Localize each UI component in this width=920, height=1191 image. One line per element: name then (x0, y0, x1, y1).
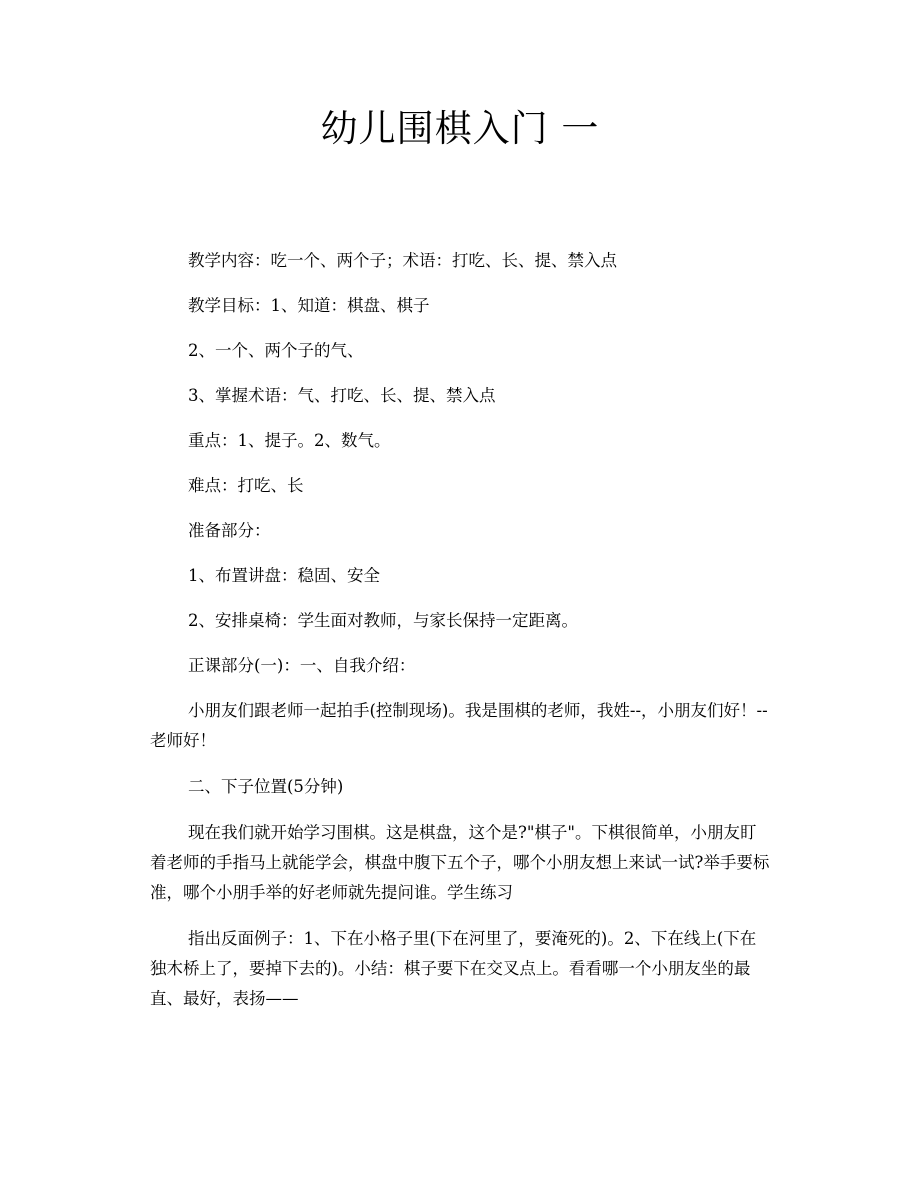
paragraph-introduction: 小朋友们跟老师一起拍手(控制现场)。我是围棋的老师，我姓--，小朋友们好！--老师好！ (150, 701, 768, 750)
paragraph-wrong-examples: 指出反面例子：1、下在小格子里(下在河里了，要淹死的)。2、下在线上(下在独木桥上了，要掉下去的)。小结：棋子要下在交叉点上。看看哪一个小朋友坐的最直、最好，表扬—— (150, 929, 757, 1008)
paragraph-main-section: 正课部分(一)：一、自我介绍： (188, 656, 416, 675)
document-title: 幼儿围棋入门 一 (320, 107, 600, 150)
paragraph-teaching-content: 教学内容：吃一个、两个子；术语：打吃、长、提、禁入点 (188, 251, 617, 270)
paragraph-goal-3: 3、掌握术语：气、打吃、长、提、禁入点 (188, 386, 496, 405)
paragraph-difficult-points: 难点：打吃、长 (188, 476, 304, 495)
paragraph-start-learning: 现在我们就开始学习围棋。这是棋盘，这个是?"棋子"。下棋很简单，小朋友盯着老师的手指马上就能学会，棋盘中腹下五个子，哪个小朋友想上来试一试?举手要标准，哪个小朋手举的好老师就先提问谁。学生练习 (150, 823, 770, 902)
paragraph-teaching-goals: 教学目标：1、知道：棋盘、棋子 (188, 296, 430, 315)
document-body (150, 246, 770, 1014)
paragraph-key-points: 重点：1、提子。2、数气。 (188, 431, 391, 450)
paragraph-section-2-heading: 二、下子位置(5分钟) (188, 777, 344, 796)
paragraph-prep-1: 1、布置讲盘：稳固、安全 (188, 566, 380, 585)
paragraph-goal-2: 2、一个、两个子的气、 (188, 341, 364, 360)
paragraph-prep-2: 2、安排桌椅：学生面对教师，与家长保持一定距离。 (188, 611, 578, 630)
paragraph-preparation: 准备部分： (188, 521, 271, 540)
